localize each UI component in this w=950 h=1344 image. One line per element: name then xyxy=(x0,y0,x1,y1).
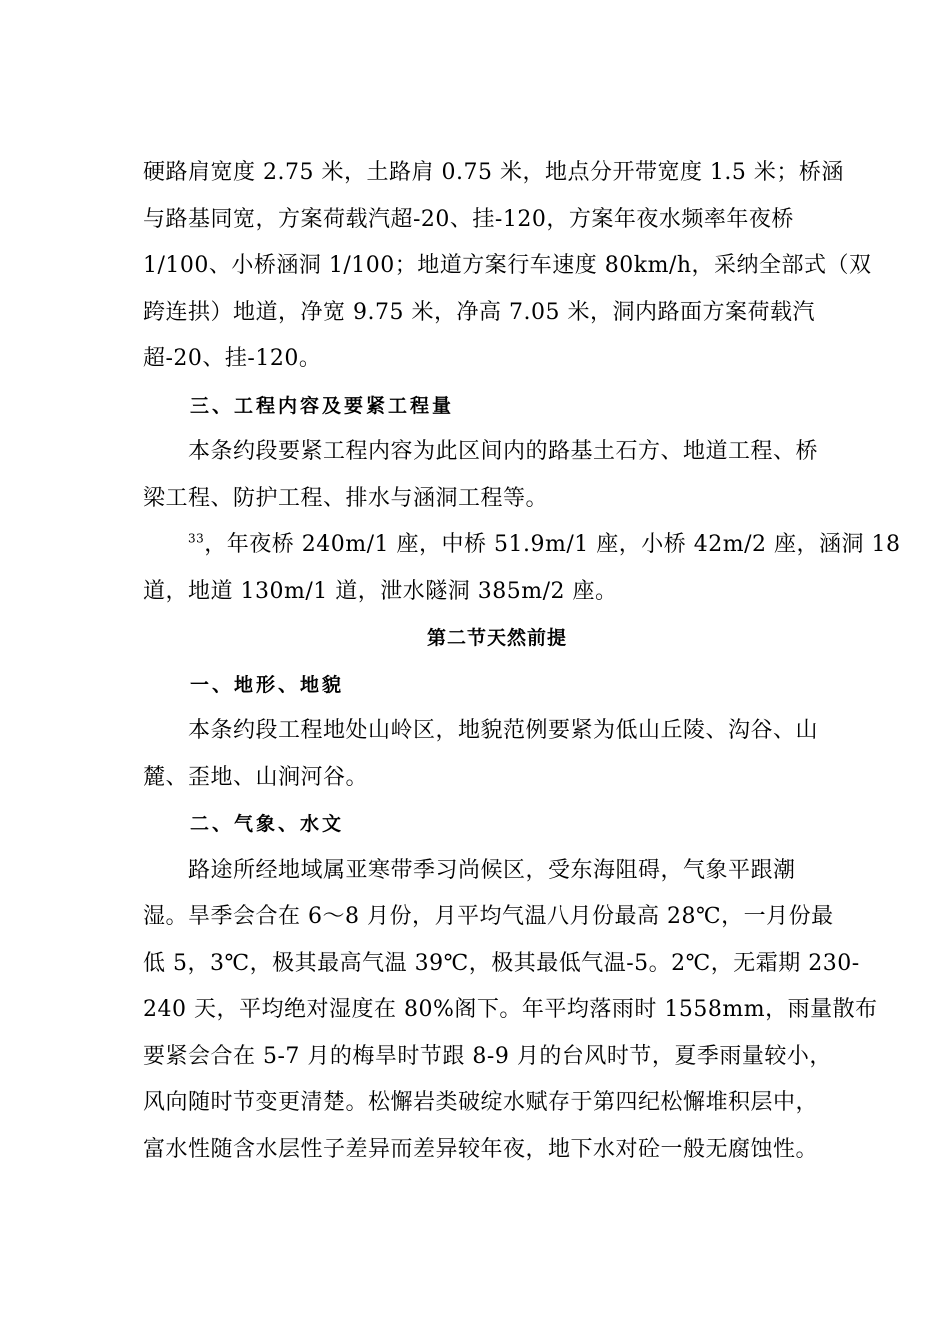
paragraph-line: 要紧会合在 5-7 月的梅旱时节跟 8-9 月的台风时节，夏季雨量较小， xyxy=(143,1043,832,1069)
paragraph-line: 本条约段工程地处山岭区，地貌范例要紧为低山丘陵、沟谷、山 xyxy=(188,718,819,743)
climate-paragraph xyxy=(143,848,878,1174)
paragraph-line: 风向随时节变更清楚。松懈岩类破绽水赋存于第四纪松懈堆积层中， xyxy=(143,1090,819,1115)
paragraph-line: 1/100、小桥涵洞 1/100；地道方案行车速度 80km/h，采纳全部式（双 xyxy=(143,253,872,278)
paragraph-line: 道，地道 130m/1 道，泄水隧洞 385m/2 座。 xyxy=(143,578,618,604)
superscript-number: 33 xyxy=(188,531,205,546)
paragraph-line: 跨连拱）地道，净宽 9.75 米，净高 7.05 米，洞内路面方案荷载汽 xyxy=(143,299,815,325)
design-spec-paragraph xyxy=(143,150,872,383)
paragraph-line: 本条约段要紧工程内容为此区间内的路基土石方、地道工程、桥 xyxy=(188,439,819,464)
paragraph-line: 麓、歪地、山涧河谷。 xyxy=(143,764,369,790)
quantity-paragraph xyxy=(143,522,901,615)
paragraph-line: 240 天，平均绝对湿度在 80%阁下。年平均落雨时 1558mm，雨量散布 xyxy=(143,997,878,1022)
heading-climate-hydrology: 二、气象、水文 xyxy=(190,813,345,835)
section-title: 第二节天然前提 xyxy=(426,627,567,649)
paragraph-line: 梁工程、防护工程、排水与涵洞工程等。 xyxy=(143,485,549,511)
paragraph-line: 与路基同宽，方案荷载汽超-20、挂-120，方案年夜水频率年夜桥 xyxy=(143,206,794,232)
heading-scope-quantities: 三、工程内容及要紧工程量 xyxy=(190,394,455,417)
paragraph-line: 低 5，3℃，极其最高气温 39℃，极其最低气温-5。2℃，无霜期 230- xyxy=(143,950,860,976)
paragraph-line-text: ，年夜桥 240m/1 座，中桥 51.9m/1 座，小桥 42m/2 座，涵洞 18 xyxy=(204,532,901,557)
paragraph-line xyxy=(143,522,901,569)
paragraph-line: 富水性随含水层性子差异而差异较年夜，地下水对砼一般无腐蚀性。 xyxy=(143,1136,819,1162)
page-content xyxy=(143,150,901,1173)
terrain-paragraph xyxy=(143,708,833,801)
heading-terrain: 一、地形、地貌 xyxy=(190,673,345,696)
paragraph-line: 硬路肩宽度 2.75 米，土路肩 0.75 米，地点分开带宽度 1.5 米；桥涵 xyxy=(143,160,844,185)
paragraph-line: 路途所经地域属亚寒带季习尚候区，受东海阻碍，气象平跟潮 xyxy=(188,857,796,883)
paragraph-line: 超-20、挂-120。 xyxy=(143,346,322,371)
paragraph-line: 湿。旱季会合在 6～8 月份，月平均气温八月份最高 28℃，一月份最 xyxy=(143,904,834,929)
scope-paragraph xyxy=(143,429,833,522)
